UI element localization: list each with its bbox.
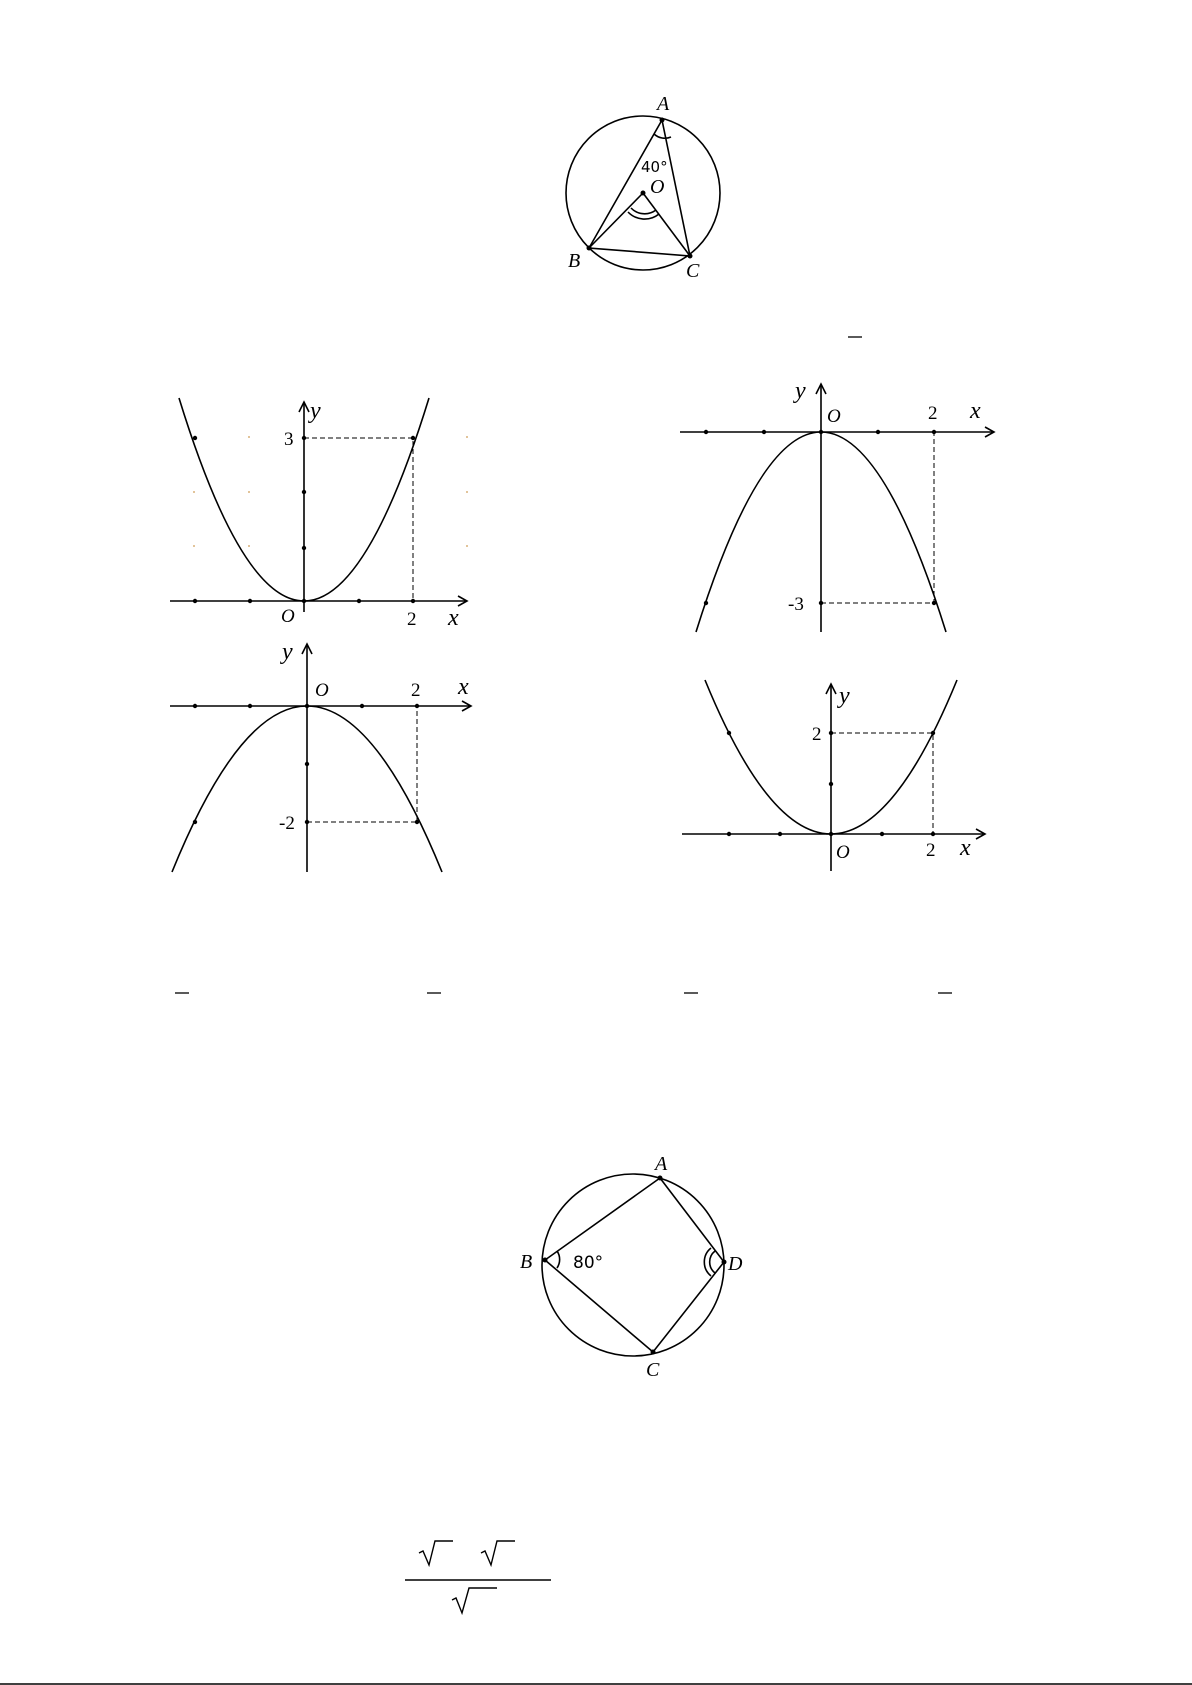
graph4-origin-label: O (836, 842, 850, 863)
label-b2: B (520, 1251, 533, 1273)
graph3-guide-lines (307, 706, 417, 822)
graph1-origin-label: O (281, 606, 295, 627)
point-o-dot (641, 191, 646, 196)
graph3-y-tick: -2 (279, 813, 295, 834)
graph3-x-tick: 2 (411, 680, 421, 701)
graph1-x-tick: 2 (407, 609, 417, 630)
graph-1 (170, 398, 468, 631)
label-c2: C (646, 1359, 660, 1381)
graph1-x-label: x (448, 605, 459, 631)
sqrt-sign-1 (419, 1541, 453, 1565)
graph4-y-label: y (839, 683, 850, 709)
label-a: A (657, 93, 670, 115)
graph1-guide-lines (304, 438, 413, 601)
graph-2 (680, 378, 994, 632)
angle-label-80: 80° (573, 1253, 604, 1273)
circumcircle-2 (542, 1174, 724, 1356)
graph1-dotted-grid (193, 436, 468, 547)
graph4-x-label: x (960, 835, 971, 861)
point-c-dot (688, 254, 693, 259)
label-b: B (568, 250, 581, 272)
graph2-guide-lines (821, 432, 934, 603)
graph3-y-label: y (282, 639, 293, 665)
angle-arc-b (557, 1251, 560, 1268)
graph3-origin-label: O (315, 680, 329, 701)
graph2-x-label: x (970, 398, 981, 424)
graph2-x-tick: 2 (928, 403, 938, 424)
graph3-x-label: x (458, 674, 469, 700)
label-c: C (686, 260, 700, 282)
graph4-y-tick: 2 (812, 724, 822, 745)
point-a-dot (660, 118, 665, 123)
label-a2: A (655, 1153, 668, 1175)
label-o: O (650, 176, 665, 198)
angle-arc-o-1 (631, 208, 656, 214)
sqrt-sign-3 (452, 1588, 497, 1613)
graph-4 (682, 680, 985, 871)
graph4-x-tick: 2 (926, 840, 936, 861)
graph2-y-tick: -3 (788, 594, 804, 615)
angle-label-40: 40° (641, 158, 668, 176)
figure-cyclic-quadrilateral (542, 1174, 724, 1356)
sqrt-sign-2 (481, 1541, 515, 1565)
graph4-guide-lines (831, 733, 933, 834)
point-b-dot (587, 246, 592, 251)
angle-arc-a (654, 134, 671, 138)
graph1-y-label: y (310, 398, 321, 424)
quadrilateral-abcd (545, 1178, 724, 1352)
graph2-y-label: y (795, 378, 806, 404)
graph1-y-tick: 3 (284, 429, 294, 450)
angle-arc-d-1 (710, 1251, 715, 1273)
graph2-origin-label: O (827, 406, 841, 427)
label-d2: D (728, 1253, 743, 1275)
graph-3 (170, 639, 471, 872)
radical-fraction (405, 1541, 551, 1613)
